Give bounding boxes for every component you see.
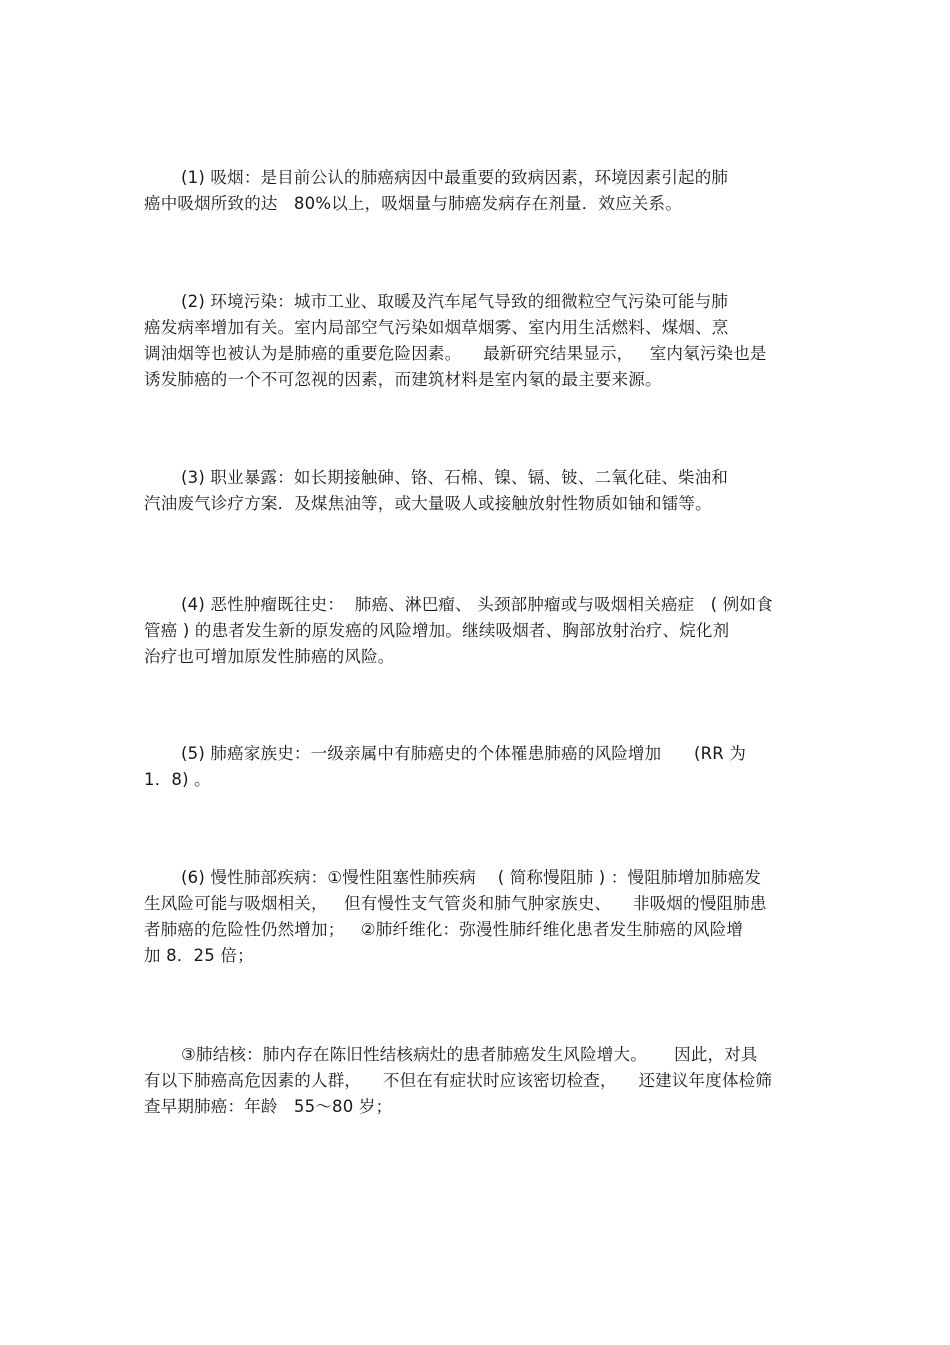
paragraph-line: 管癌 ) 的患者发生新的原发癌的风险增加。继续吸烟者、胸部放射治疗、烷化剂 [144, 621, 730, 640]
paragraph-line: 者肺癌的危险性仍然增加； ②肺纤维化：弥漫性肺纤维化患者发生肺癌的风险增 [144, 920, 744, 939]
paragraph-line: (5) 肺癌家族史：一级亲属中有肺癌史的个体罹患肺癌的风险增加 (RR 为 [181, 744, 747, 763]
paragraph-line: 汽油废气诊疗方案．及煤焦油等，或大量吸人或接触放射性物质如铀和镭等。 [144, 494, 712, 513]
paragraph-line: 癌中吸烟所致的达 80%以上，吸烟量与肺癌发病存在剂量．效应关系。 [144, 194, 682, 213]
paragraph-line: (3) 职业暴露：如长期接触砷、铬、石棉、镍、镉、铍、二氧化硅、柴油和 [181, 468, 729, 487]
paragraph-chronic-lung-disease [144, 865, 814, 969]
paragraph-line: 查早期肺癌：年龄 55～80 岁； [144, 1097, 393, 1116]
paragraph-line: 诱发肺癌的一个不可忽视的因素，而建筑材料是室内氡的最主要来源。 [144, 370, 662, 389]
paragraph-line: (2) 环境污染：城市工业、取暖及汽车尾气导致的细微粒空气污染可能与肺 [181, 292, 729, 311]
paragraph-occupational-exposure [144, 465, 814, 517]
paragraph-line: 癌发病率增加有关。室内局部空气污染如烟草烟雾、室内用生活燃料、煤烟、烹 [144, 318, 729, 337]
paragraph-line: 加 8．25 倍； [144, 946, 254, 965]
paragraph-environmental-pollution [144, 289, 814, 393]
paragraph-line: 有以下肺癌高危因素的人群， 不但在有症状时应该密切检查， 还建议年度体检筛 [144, 1071, 773, 1090]
paragraph-family-history [144, 741, 814, 793]
paragraph-line: ③肺结核：肺内存在陈旧性结核病灶的患者肺癌发生风险增大。 因此，对具 [181, 1045, 758, 1064]
paragraph-line: 调油烟等也被认为是肺癌的重要危险因素。 最新研究结果显示， 室内氡污染也是 [144, 344, 767, 363]
paragraph-line: 生风险可能与吸烟相关， 但有慢性支气管炎和肺气肿家族史、 非吸烟的慢阻肺患 [144, 894, 767, 913]
paragraph-line: 1．8) 。 [144, 770, 211, 789]
paragraph-line: (4) 恶性肿瘤既往史： 肺癌、淋巴瘤、 头颈部肿瘤或与吸烟相关癌症 ( 例如食 [181, 595, 773, 614]
paragraph-line: (1) 吸烟：是目前公认的肺癌病因中最重要的致病因素，环境因素引起的肺 [181, 168, 729, 187]
paragraph-tuberculosis [144, 1042, 814, 1120]
paragraph-smoking [144, 165, 814, 217]
paragraph-tumor-history [144, 592, 814, 670]
paragraph-line: 治疗也可增加原发性肺癌的风险。 [144, 647, 395, 666]
paragraph-line: (6) 慢性肺部疾病：①慢性阻塞性肺疾病 ( 简称慢阻肺 ) ：慢阻肺增加肺癌发 [181, 868, 762, 887]
